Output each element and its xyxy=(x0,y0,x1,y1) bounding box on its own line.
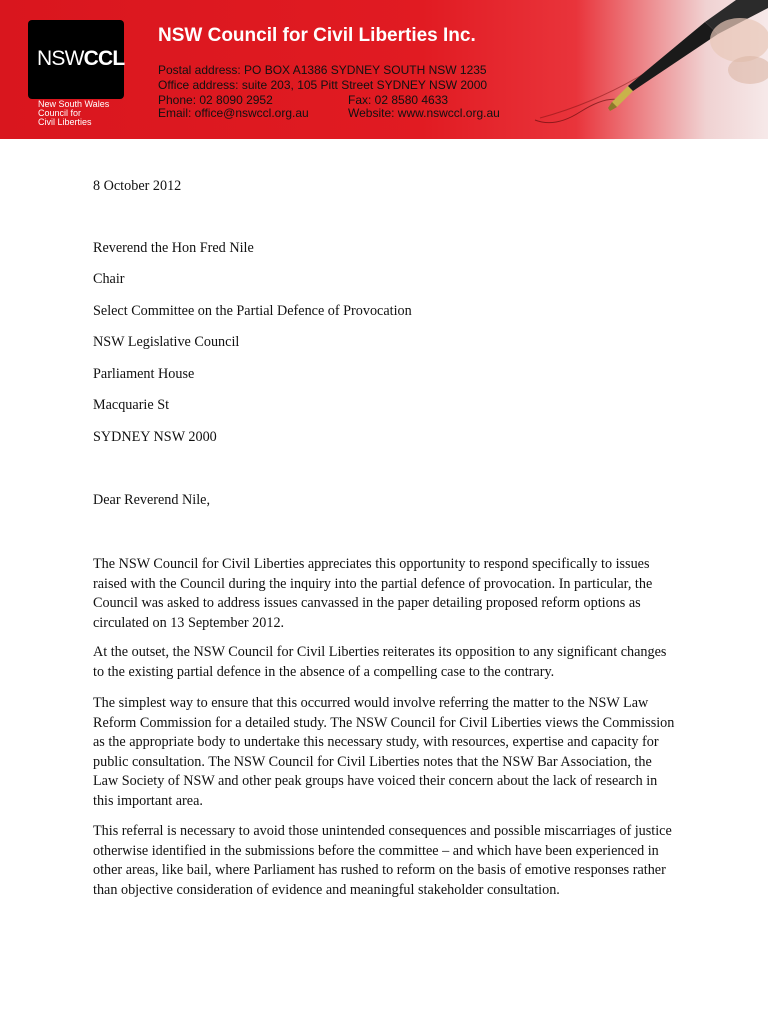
paragraph: At the outset, the NSW Council for Civil Liberties reiterates its opposition to any significant changes to the existing partial defence in the absence of a compelling case to the contrary. xyxy=(93,644,667,680)
logo-text: NSWCCL xyxy=(37,47,125,70)
address-line: Reverend the Hon Fred Nile xyxy=(93,240,254,256)
letter-date: 8 October 2012 xyxy=(93,178,182,194)
salutation: Dear Reverend Nile, xyxy=(93,492,210,508)
letterhead xyxy=(0,0,768,139)
address-line: Macquarie St xyxy=(93,397,170,413)
phone-number: Phone: 02 8090 2952 xyxy=(158,93,273,107)
paragraph: The NSW Council for Civil Liberties appreciates this opportunity to respond specifically to issues raised with the Council during the inquiry into the partial defence of provocation. In particular, the Council was asked to address issues canvassed in the paper detailing proposed reform options as circulated on 13 September 2012. xyxy=(93,556,653,631)
website-link[interactable]: Website: www.nswccl.org.au xyxy=(348,106,500,120)
fax-number: Fax: 02 8580 4633 xyxy=(348,93,449,107)
address-line: Chair xyxy=(93,271,125,287)
fountain-pen-icon xyxy=(500,0,768,139)
office-address: Office address: suite 203, 105 Pitt Street SYDNEY NSW 2000 xyxy=(158,78,488,92)
nswccl-logo xyxy=(28,20,124,99)
email-link[interactable]: Email: office@nswccl.org.au xyxy=(158,106,309,120)
paragraph: This referral is necessary to avoid those unintended consequences and possible miscarriages of justice otherwise identified in the submissions before the committee – and which have been experienced in other areas, like bail, where Parliament has rushed to reform on the basis of emotive responses rather than objective consideration of evidence and meaningful stakeholder consultation. xyxy=(93,823,672,898)
logo-subtitle: New South Wales Council for Civil Liberties xyxy=(38,99,110,127)
postal-address: Postal address: PO BOX A1386 SYDNEY SOUTH NSW 1235 xyxy=(158,63,487,77)
organisation-name: NSW Council for Civil Liberties Inc. xyxy=(158,25,476,46)
address-line: SYDNEY NSW 2000 xyxy=(93,429,217,445)
address-line: Parliament House xyxy=(93,366,195,382)
address-line: NSW Legislative Council xyxy=(93,334,240,350)
paragraph: The simplest way to ensure that this occurred would involve referring the matter to the NSW Law Reform Commission for a detailed study. The NSW Council for Civil Liberties views the Commission as the appropriate body to undertake this necessary study, with resources, expertise and capacity for public consultation. The NSW Council for Civil Liberties notes that the NSW Bar Association, the Law Society of NSW and other peak groups have voiced their concern about the lack of research in this important area. xyxy=(93,695,675,809)
address-line: Select Committee on the Partial Defence of Provocation xyxy=(93,303,412,319)
